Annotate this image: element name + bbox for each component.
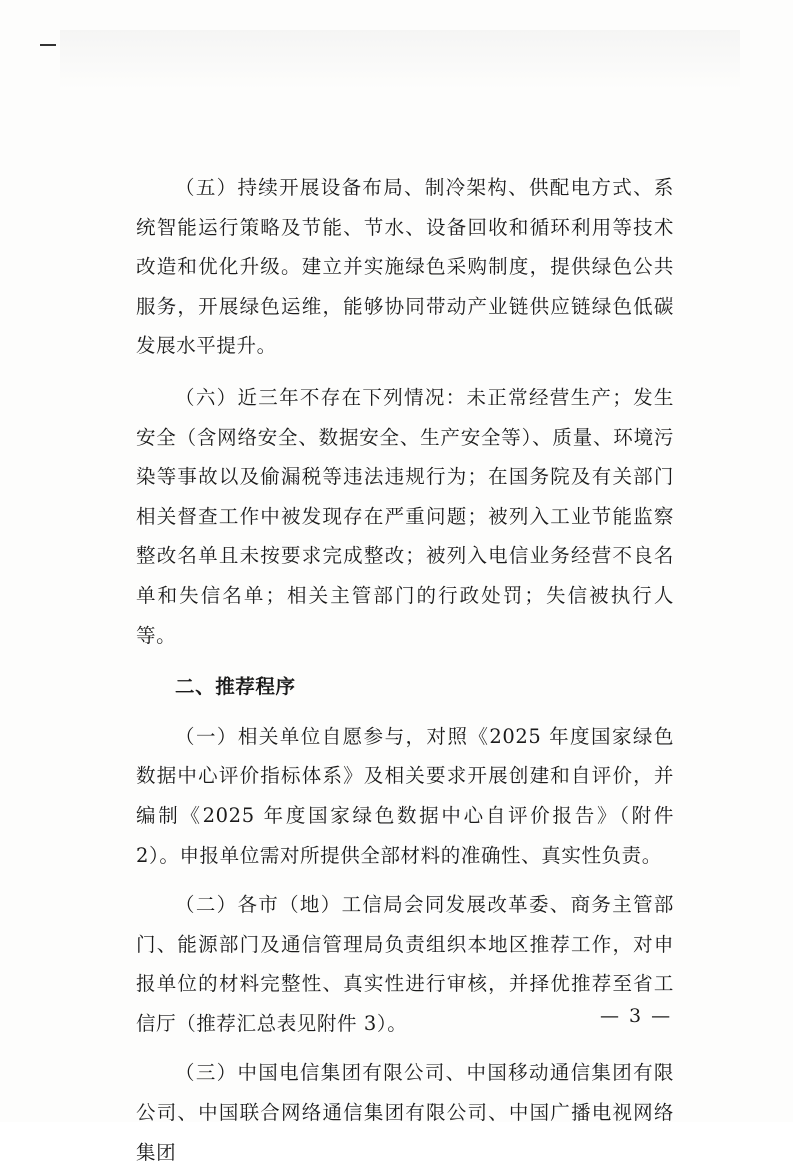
- scan-shadow: [60, 30, 740, 90]
- document-body: [136, 168, 674, 1172]
- page-number: — 3 —: [600, 1005, 673, 1027]
- procedure-step-3: （三）中国电信集团有限公司、中国移动通信集团有限公司、中国联合网络通信集团有限公司、中国广播电视网络集团: [136, 1061, 674, 1164]
- paragraph-item-6: （六）近三年不存在下列情况：未正常经营生产；发生安全（含网络安全、数据安全、生产安全等）、质量、环境污染等事故以及偷漏税等违法违规行为；在国务院及有关部门相关督查工作中被发现存在严重问题；被列入工业节能监察整改名单且未按要求完成整改；被列入电信业务经营不良名单和失信名单；相关主管部门的行政处罚；失信被执行人等。: [136, 385, 674, 647]
- procedure-step-1: （一）相关单位自愿参与，对照《2025 年度国家绿色数据中心评价指标体系》及相关要求开展创建和自评价，并编制《2025 年度国家绿色数据中心自评价报告》（附件 2）。申报单位需对所提供全部材料的准确性、真实性负责。: [136, 724, 674, 867]
- procedure-step-2: （二）各市（地）工信局会同发展改革委、商务主管部门、能源部门及通信管理局负责组织本地区推荐工作，对申报单位的材料完整性、真实性进行审核，并择优推荐至省工信厅（推荐汇总表见附件 3）。: [136, 893, 674, 1035]
- scan-corner-mark: [40, 44, 56, 46]
- paragraph-item-5: （五）持续开展设备布局、制冷架构、供配电方式、系统智能运行策略及节能、节水、设备回收和循环利用等技术改造和优化升级。建立并实施绿色采购制度，提供绿色公共服务，开展绿色运维，能够协同带动产业链供应链绿色低碳发展水平提升。: [136, 176, 674, 358]
- section-heading-recommendation-procedure: 二、推荐程序: [175, 675, 296, 699]
